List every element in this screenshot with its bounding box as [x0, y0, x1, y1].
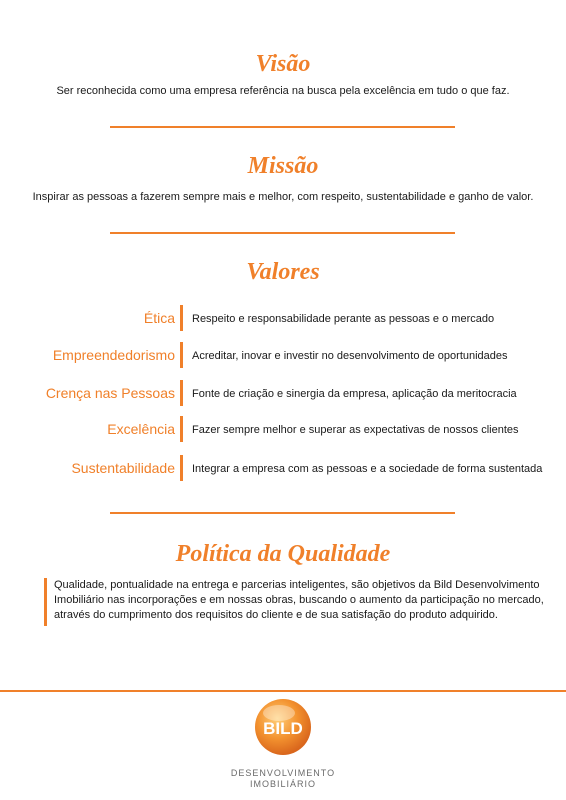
- valor-desc: Respeito e responsabilidade perante as pessoas e o mercado: [192, 313, 495, 325]
- valor-name: Excelência: [107, 421, 175, 437]
- politica-bar: [44, 578, 47, 626]
- valor-bar: [180, 380, 183, 406]
- divider-1: [110, 126, 455, 128]
- visao-text: Ser reconhecida como uma empresa referência na busca pela excelência em tudo o que faz.: [56, 85, 510, 97]
- valor-name: Sustentabilidade: [71, 460, 175, 476]
- valor-item-crenca: [0, 384, 566, 408]
- valor-item-excelencia: [0, 420, 566, 444]
- footer-line: [0, 690, 566, 692]
- valor-desc: Fazer sempre melhor e superar as expectativas de nossos clientes: [192, 424, 519, 436]
- valor-item-etica: [0, 309, 566, 333]
- valor-item-sustentabilidade: [0, 459, 566, 483]
- visao-heading: Visão: [255, 51, 311, 77]
- valor-name: Ética: [143, 310, 175, 326]
- logo-caption-line2: IMOBILIÁRIO: [249, 779, 316, 789]
- valor-bar: [180, 342, 183, 368]
- logo-wordmark: BILD: [263, 719, 303, 738]
- valores-heading: Valores: [246, 259, 320, 285]
- valor-bar: [180, 416, 183, 442]
- valor-name: Empreendedorismo: [52, 347, 175, 363]
- divider-3: [110, 512, 455, 514]
- valor-desc: Integrar a empresa com as pessoas e a sociedade de forma sustentada: [192, 463, 543, 475]
- valor-name: Crença nas Pessoas: [45, 385, 175, 401]
- missao-text: Inspirar as pessoas a fazerem sempre mais e melhor, com respeito, sustentabilidade e ganho de valor.: [32, 191, 534, 203]
- politica-heading: Política da Qualidade: [175, 541, 391, 567]
- valor-bar: [180, 455, 183, 481]
- valor-desc: Acreditar, inovar e investir no desenvolvimento de oportunidades: [192, 350, 508, 362]
- valor-item-empreendedorismo: [0, 346, 566, 370]
- valor-desc: Fonte de criação e sinergia da empresa, aplicação da meritocracia: [192, 388, 517, 400]
- logo-caption-line1: DESENVOLVIMENTO: [230, 768, 336, 778]
- politica-text: Qualidade, pontualidade na entrega e parcerias inteligentes, são objetivos da Bild Desenvolvimento Imobiliário nas incorporações e em nossas obras, buscando o aumento da participação no mercado, através do cumprimento dos requisitos do cliente e de sua satisfação do produto adquirido.: [54, 579, 544, 621]
- bild-logo: [253, 697, 313, 757]
- divider-2: [110, 232, 455, 234]
- valor-bar: [180, 305, 183, 331]
- missao-heading: Missão: [247, 153, 319, 179]
